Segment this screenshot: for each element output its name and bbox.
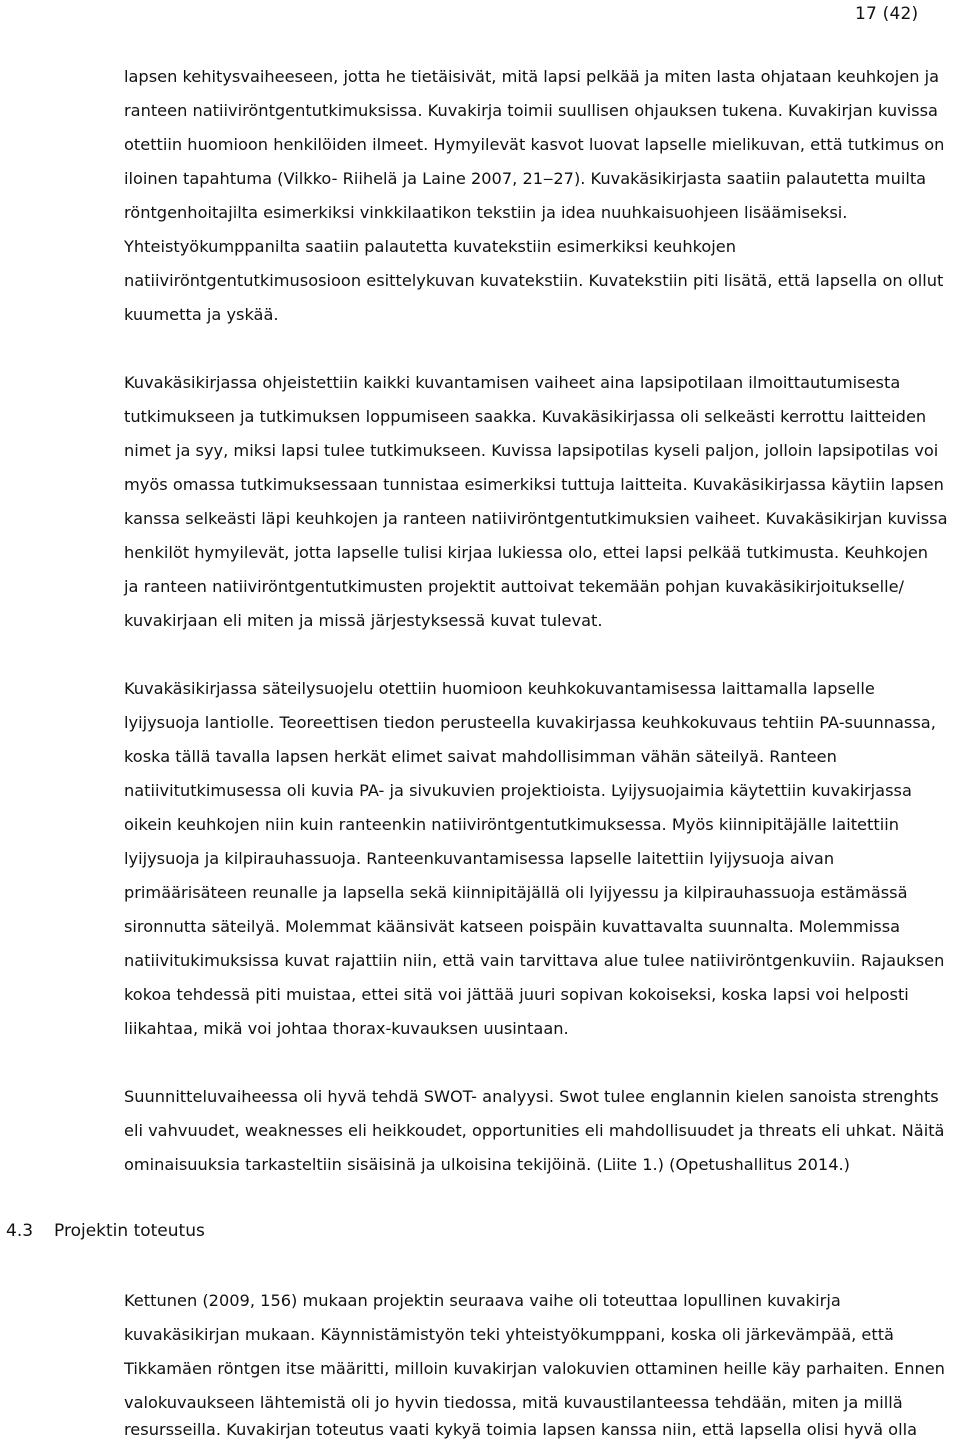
section-title: Projektin toteutus (54, 1221, 205, 1241)
text-line: Kettunen (2009, 156) mukaan projektin seuraava vaihe oli toteuttaa lopullinen kuvakirja (124, 1291, 841, 1310)
text-line: henkilöt hymyilevät, jotta lapselle tulisi kirjaa lukiessa olo, ettei lapsi pelkää tutkimusta. Keuhkojen (124, 543, 929, 562)
text-line: röntgenhoitajilta esimerkiksi vinkkilaatikon tekstiin ja idea nuuhkaisuohjeen lisäämiseksi. (124, 203, 848, 222)
text-line: kuvakirjaan eli miten ja missä järjestyksessä kuvat tulevat. (124, 611, 603, 630)
text-line: nimet ja syy, miksi lapsi tulee tutkimukseen. Kuvissa lapsipotilas kyseli paljon, jolloin lapsipotilas voi (124, 441, 939, 460)
text-line: kuvakäsikirjan mukaan. Käynnistämistyön teki yhteistyökumppani, koska oli järkevämpää, että (124, 1325, 894, 1344)
text-line: iloinen tapahtuma (Vilkko- Riihelä ja Laine 2007, 21‒27). Kuvakäsikirjasta saatiin palautetta muilta (124, 169, 927, 188)
text-line: tutkimukseen ja tutkimuksen loppumiseen saakka. Kuvakäsikirjassa oli selkeästi kerrottu laitteiden (124, 407, 927, 426)
page-number: 17 (42) (855, 4, 919, 24)
text-line: sironnutta säteilyä. Molemmat käänsivät katseen poispäin kuvattavalta suunnalta. Molemmissa (124, 917, 901, 936)
text-line: eli vahvuudet, weaknesses eli heikkoudet, opportunities eli mahdollisuudet ja threats eli uhkat. Näitä (124, 1121, 945, 1140)
text-line: valokuvaukseen lähtemistä oli jo hyvin tiedossa, mitä kuvaustilanteessa tehdään, miten ja millä (124, 1393, 903, 1412)
text-line: natiivitukimuksissa kuvat rajattiin niin, että vain tarvittava alue tulee natiiviröntgenkuviin. Rajauksen (124, 951, 945, 970)
text-line: lyijysuoja lantiolle. Teoreettisen tiedon perusteella kuvakirjassa keuhkokuvaus tehtiin PA-suunnassa, (124, 713, 936, 732)
text-line: liikahtaa, mikä voi johtaa thorax-kuvauksen uusintaan. (124, 1019, 569, 1038)
text-line: Kuvakäsikirjassa säteilysuojelu otettiin huomioon keuhkokuvantamisessa laittamalla lapselle (124, 679, 875, 698)
section-number: 4.3 (6, 1221, 34, 1241)
text-line: Kuvakäsikirjassa ohjeistettiin kaikki kuvantamisen vaiheet aina lapsipotilaan ilmoittautumisesta (124, 373, 901, 392)
text-line: ranteen natiiviröntgentutkimuksissa. Kuvakirja toimii suullisen ohjauksen tukena. Kuvakirjan kuvissa (124, 101, 938, 120)
text-line: oikein keuhkojen niin kuin ranteenkin natiiviröntgentutkimuksessa. Myös kiinnipitäjälle laitettiin (124, 815, 899, 834)
text-line: otettiin huomioon henkilöiden ilmeet. Hymyilevät kasvot luovat lapselle mielikuvan, että tutkimus on (124, 135, 945, 154)
text-line: kuumetta ja yskää. (124, 305, 279, 324)
text-line: lapsen kehitysvaiheeseen, jotta he tietäisivät, mitä lapsi pelkää ja miten lasta ohjataan keuhkojen ja (124, 67, 940, 86)
text-line: Yhteistyökumppanilta saatiin palautetta kuvatekstiin esimerkiksi keuhkojen (124, 237, 736, 256)
section-heading (6, 1221, 205, 1241)
text-line: koska tällä tavalla lapsen herkät elimet saivat mahdollisimman vähän säteilyä. Ranteen (124, 747, 837, 766)
text-line: resursseilla. Kuvakirjan toteutus vaati kykyä toimia lapsen kanssa niin, että lapsella olisi hyvä olla (124, 1420, 917, 1439)
text-line: Suunnitteluvaiheessa oli hyvä tehdä SWOT- analyysi. Swot tulee englannin kielen sanoista strenghts (124, 1087, 939, 1106)
text-line: natiiviröntgentutkimusosioon esittelykuvan kuvatekstiin. Kuvatekstiin piti lisätä, että lapsella on ollut (124, 271, 944, 290)
text-line: natiivitutkimusessa oli kuvia PA- ja sivukuvien projektioista. Lyijysuojaimia käytettiin kuvakirjassa (124, 781, 912, 800)
text-line: kanssa selkeästi läpi keuhkojen ja ranteen natiiviröntgentutkimuksien vaiheet. Kuvakäsikirjan kuvissa (124, 509, 948, 528)
text-line: lyijysuoja ja kilpirauhassuoja. Ranteenkuvantamisessa lapselle laitettiin lyijysuoja aivan (124, 849, 835, 868)
text-line: ja ranteen natiiviröntgentutkimusten projektit auttoivat tekemään pohjan kuvakäsikirjoitukselle/ (124, 577, 904, 596)
text-line: myös omassa tutkimuksessaan tunnistaa esimerkiksi tuttuja laitteita. Kuvakäsikirjassa käytiin lapsen (124, 475, 944, 494)
text-line: Tikkamäen röntgen itse määritti, milloin kuvakirjan valokuvien ottaminen heille käy parhaiten. Ennen (124, 1359, 945, 1378)
text-line: ominaisuuksia tarkasteltiin sisäisinä ja ulkoisina tekijöinä. (Liite 1.) (Opetushallitus 2014.) (124, 1155, 850, 1174)
text-line: kokoa tehdessä piti muistaa, ettei sitä voi jättää juuri sopivan kokoiseksi, koska lapsi voi helposti (124, 985, 909, 1004)
text-line: primäärisäteen reunalle ja lapsella sekä kiinnipitäjällä oli lyijyessu ja kilpirauhassuoja estämässä (124, 883, 908, 902)
